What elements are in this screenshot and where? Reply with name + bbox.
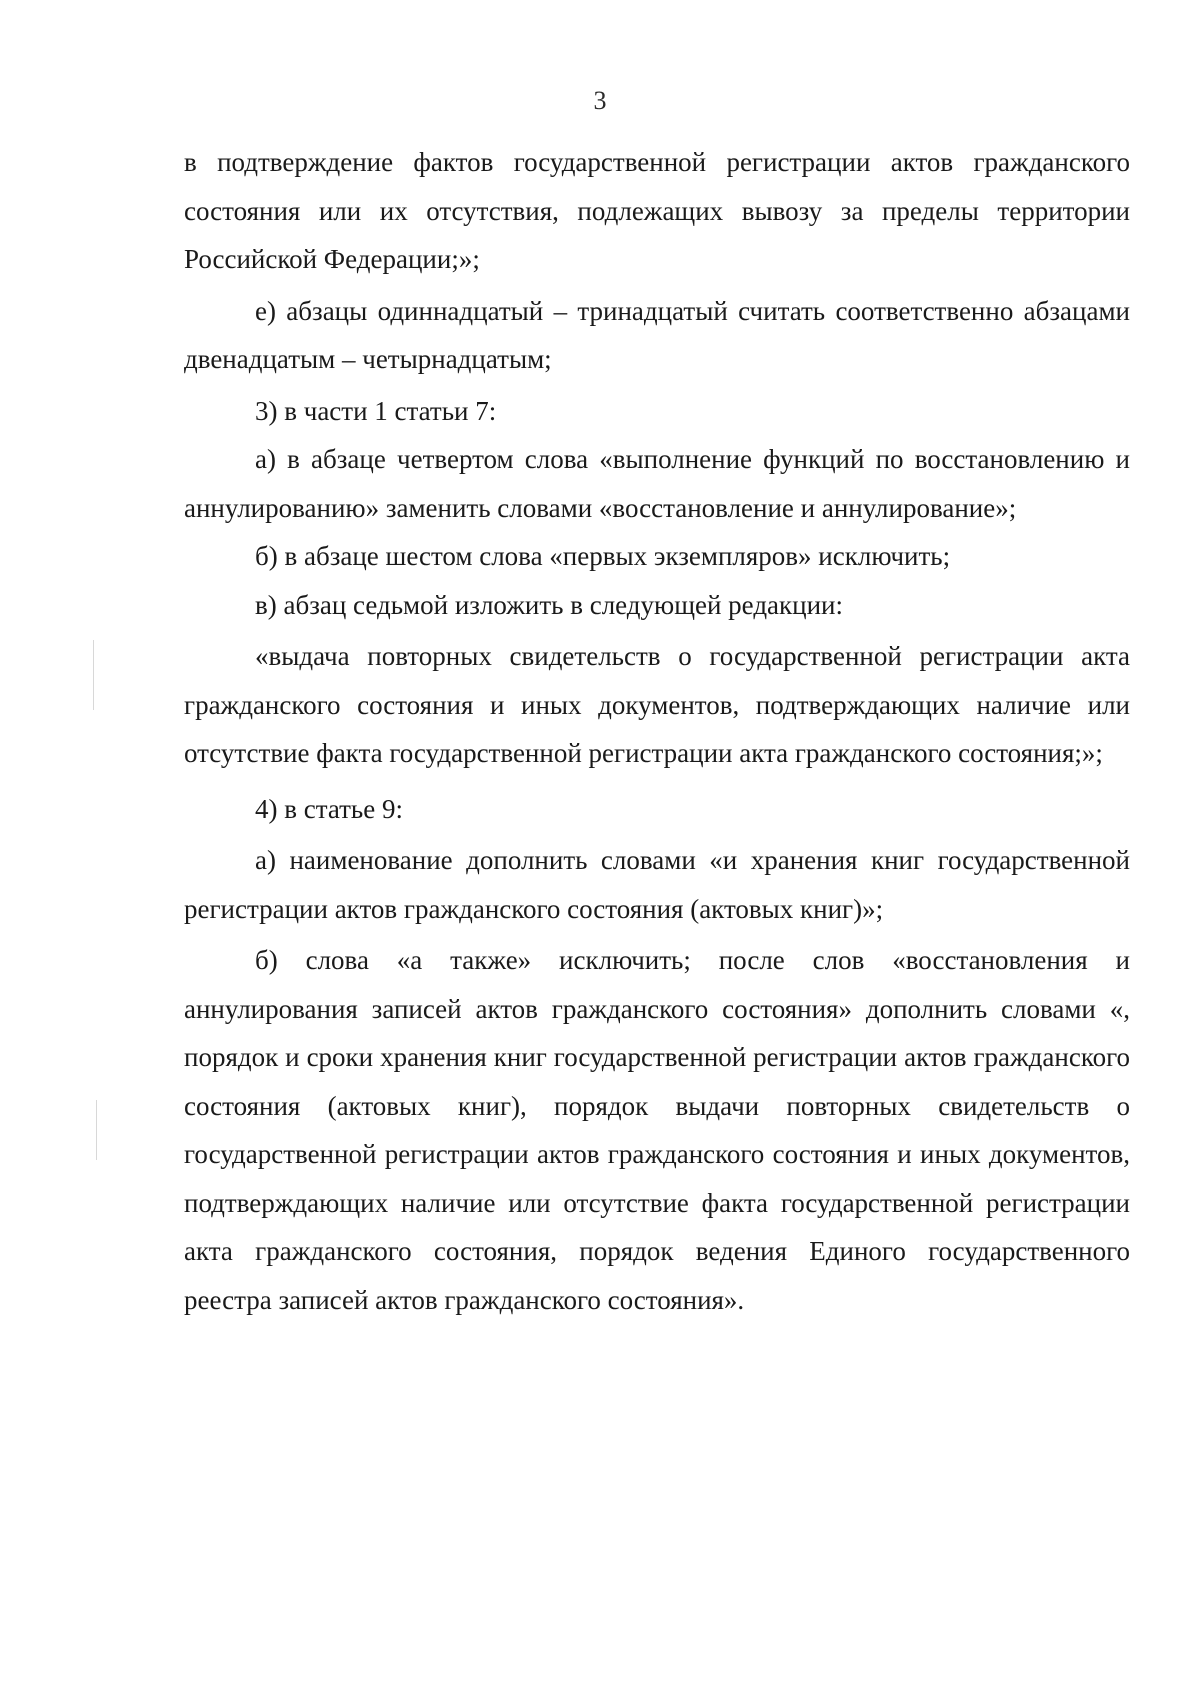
scan-artifact (93, 640, 94, 710)
paragraph-subitem-b2: б) слова «а также» исключить; после слов «восстановления и аннулирования записей актов гражданского состояния» дополнить словами «, порядок и сроки хранения книг государственной регистрации актов гражданского состояния (актовых книг), порядок выдачи повторных свидетельств о государственной регистрации актов гражданского состояния и иных документов, подтверждающих наличие или отсутствие факта государственной регистрации акта гражданского состояния, порядок ведения Единого государственного реестра записей актов гражданского состояния». (184, 945, 1130, 1315)
paragraph-subitem-v: в) абзац седьмой изложить в следующей редакции: (255, 589, 844, 620)
paragraph-point-4: 4) в статье 9: (255, 793, 403, 824)
scan-artifact (96, 1100, 97, 1160)
page-number: 3 (593, 86, 607, 115)
paragraph-subitem-b: б) в абзаце шестом слова «первых экземпляров» исключить; (255, 541, 951, 571)
paragraph-subitem-a2: а) наименование дополнить словами «и хранения книг государственной регистрации актов гражданского состояния (актовых книг)»; (184, 845, 1130, 924)
paragraph-item-e: е) абзацы одиннадцатый – тринадцатый считать соответственно абзацами двенадцатым – четырнадцатым; (184, 295, 1130, 374)
paragraph-point-3: 3) в части 1 статьи 7: (255, 395, 497, 426)
paragraph-quoted-text: «выдача повторных свидетельств о государственной регистрации акта гражданского состояния и иных документов, подтверждающих наличие или отсутствие факта государственной регистрации акта гражданского состояния;»; (184, 641, 1130, 768)
paragraph-subitem-a: а) в абзаце четвертом слова «выполнение функций по восстановлению и аннулированию» заменить словами «восстановление и аннулирование»; (184, 444, 1130, 523)
paragraph-continuation: в подтверждение фактов государственной регистрации актов гражданского состояния или их отсутствия, подлежащих вывозу за пределы территории Российской Федерации;»; (184, 147, 1130, 274)
document-body (184, 138, 1130, 1324)
